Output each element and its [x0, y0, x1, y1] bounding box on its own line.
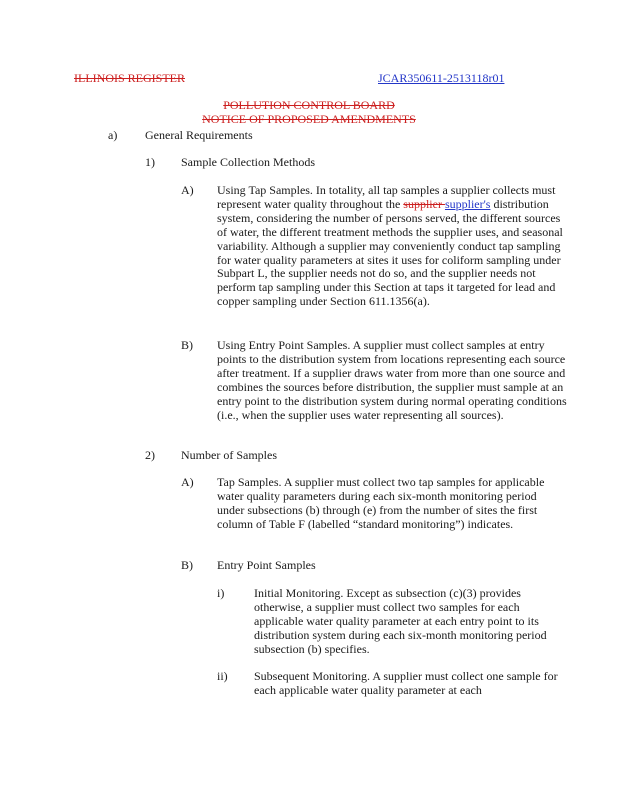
item2-heading: Number of Samples — [181, 448, 277, 462]
item1-A-deleted: supplier — [403, 196, 445, 211]
notice-title: NOTICE OF PROPOSED AMENDMENTS — [202, 112, 416, 126]
item2-B-ii-paragraph: Subsequent Monitoring. A supplier must collect one sample for each applicable water quality parameter at each — [254, 669, 558, 697]
item2-label: 2) — [145, 448, 155, 462]
item2-A-label: A) — [181, 475, 194, 489]
item2-B-i-label: i) — [217, 586, 225, 600]
item2-B-heading: Entry Point Samples — [217, 558, 316, 572]
item1-A-text-1: Using Tap Samples. In totality, all tap samples a supplier collects must represent water quality throughout the — [217, 183, 556, 211]
section-a-label: a) — [108, 128, 118, 142]
item1-heading: Sample Collection Methods — [181, 155, 315, 169]
item1-A-text-2: distribution system, considering the number of persons served, the different sources of water, the different treatment methods the supplier uses, and seasonal variability. Although a supplier may conveniently conduct tap sampling for water quality parameters at sites it uses for coliform sampling under Subpart L, the supplier needs not do so, and the supplier needs not perform tap sampling under this Section at taps it targeted for lead and copper sampling under Section 611.1356(a). — [217, 196, 563, 309]
item1-B-paragraph: Using Entry Point Samples. A supplier must collect samples at entry points to the distribution system from locations representing each source after treatment. If a supplier draws water from more than one source and combines the sources before distribution, the supplier must sample at an entry point to the distribution system during normal operating conditions (i.e., when the supplier uses water representing all sources). — [217, 338, 567, 422]
item2-B-label: B) — [181, 558, 193, 572]
agency-title: POLLUTION CONTROL BOARD — [223, 98, 395, 112]
item1-A-paragraph — [217, 184, 573, 309]
item1-A-inserted: supplier's — [444, 196, 491, 211]
item2-B-ii-label: ii) — [217, 669, 228, 683]
item1-A-label: A) — [181, 183, 194, 197]
item2-B-i-paragraph: Initial Monitoring. Except as subsection (c)(3) provides otherwise, a supplier must collect two samples for each applicable water quality parameter at each entry point to its distribution system during each six-month monitoring period subsection (b) specifies. — [254, 586, 547, 656]
item2-A-paragraph: Tap Samples. A supplier must collect two tap samples for applicable water quality parameters during each six-month monitoring period under subsections (b) through (e) from the number of sites the first column of Table F (labelled “standard monitoring”) indicates. — [217, 475, 545, 531]
register-name: ILLINOIS REGISTER — [74, 71, 185, 85]
section-a-heading: General Requirements — [145, 128, 253, 142]
citation — [378, 72, 504, 86]
citation-code: JCAR350611-2513118r01 — [378, 71, 505, 85]
item1-label: 1) — [145, 155, 155, 169]
item1-B-label: B) — [181, 338, 193, 352]
